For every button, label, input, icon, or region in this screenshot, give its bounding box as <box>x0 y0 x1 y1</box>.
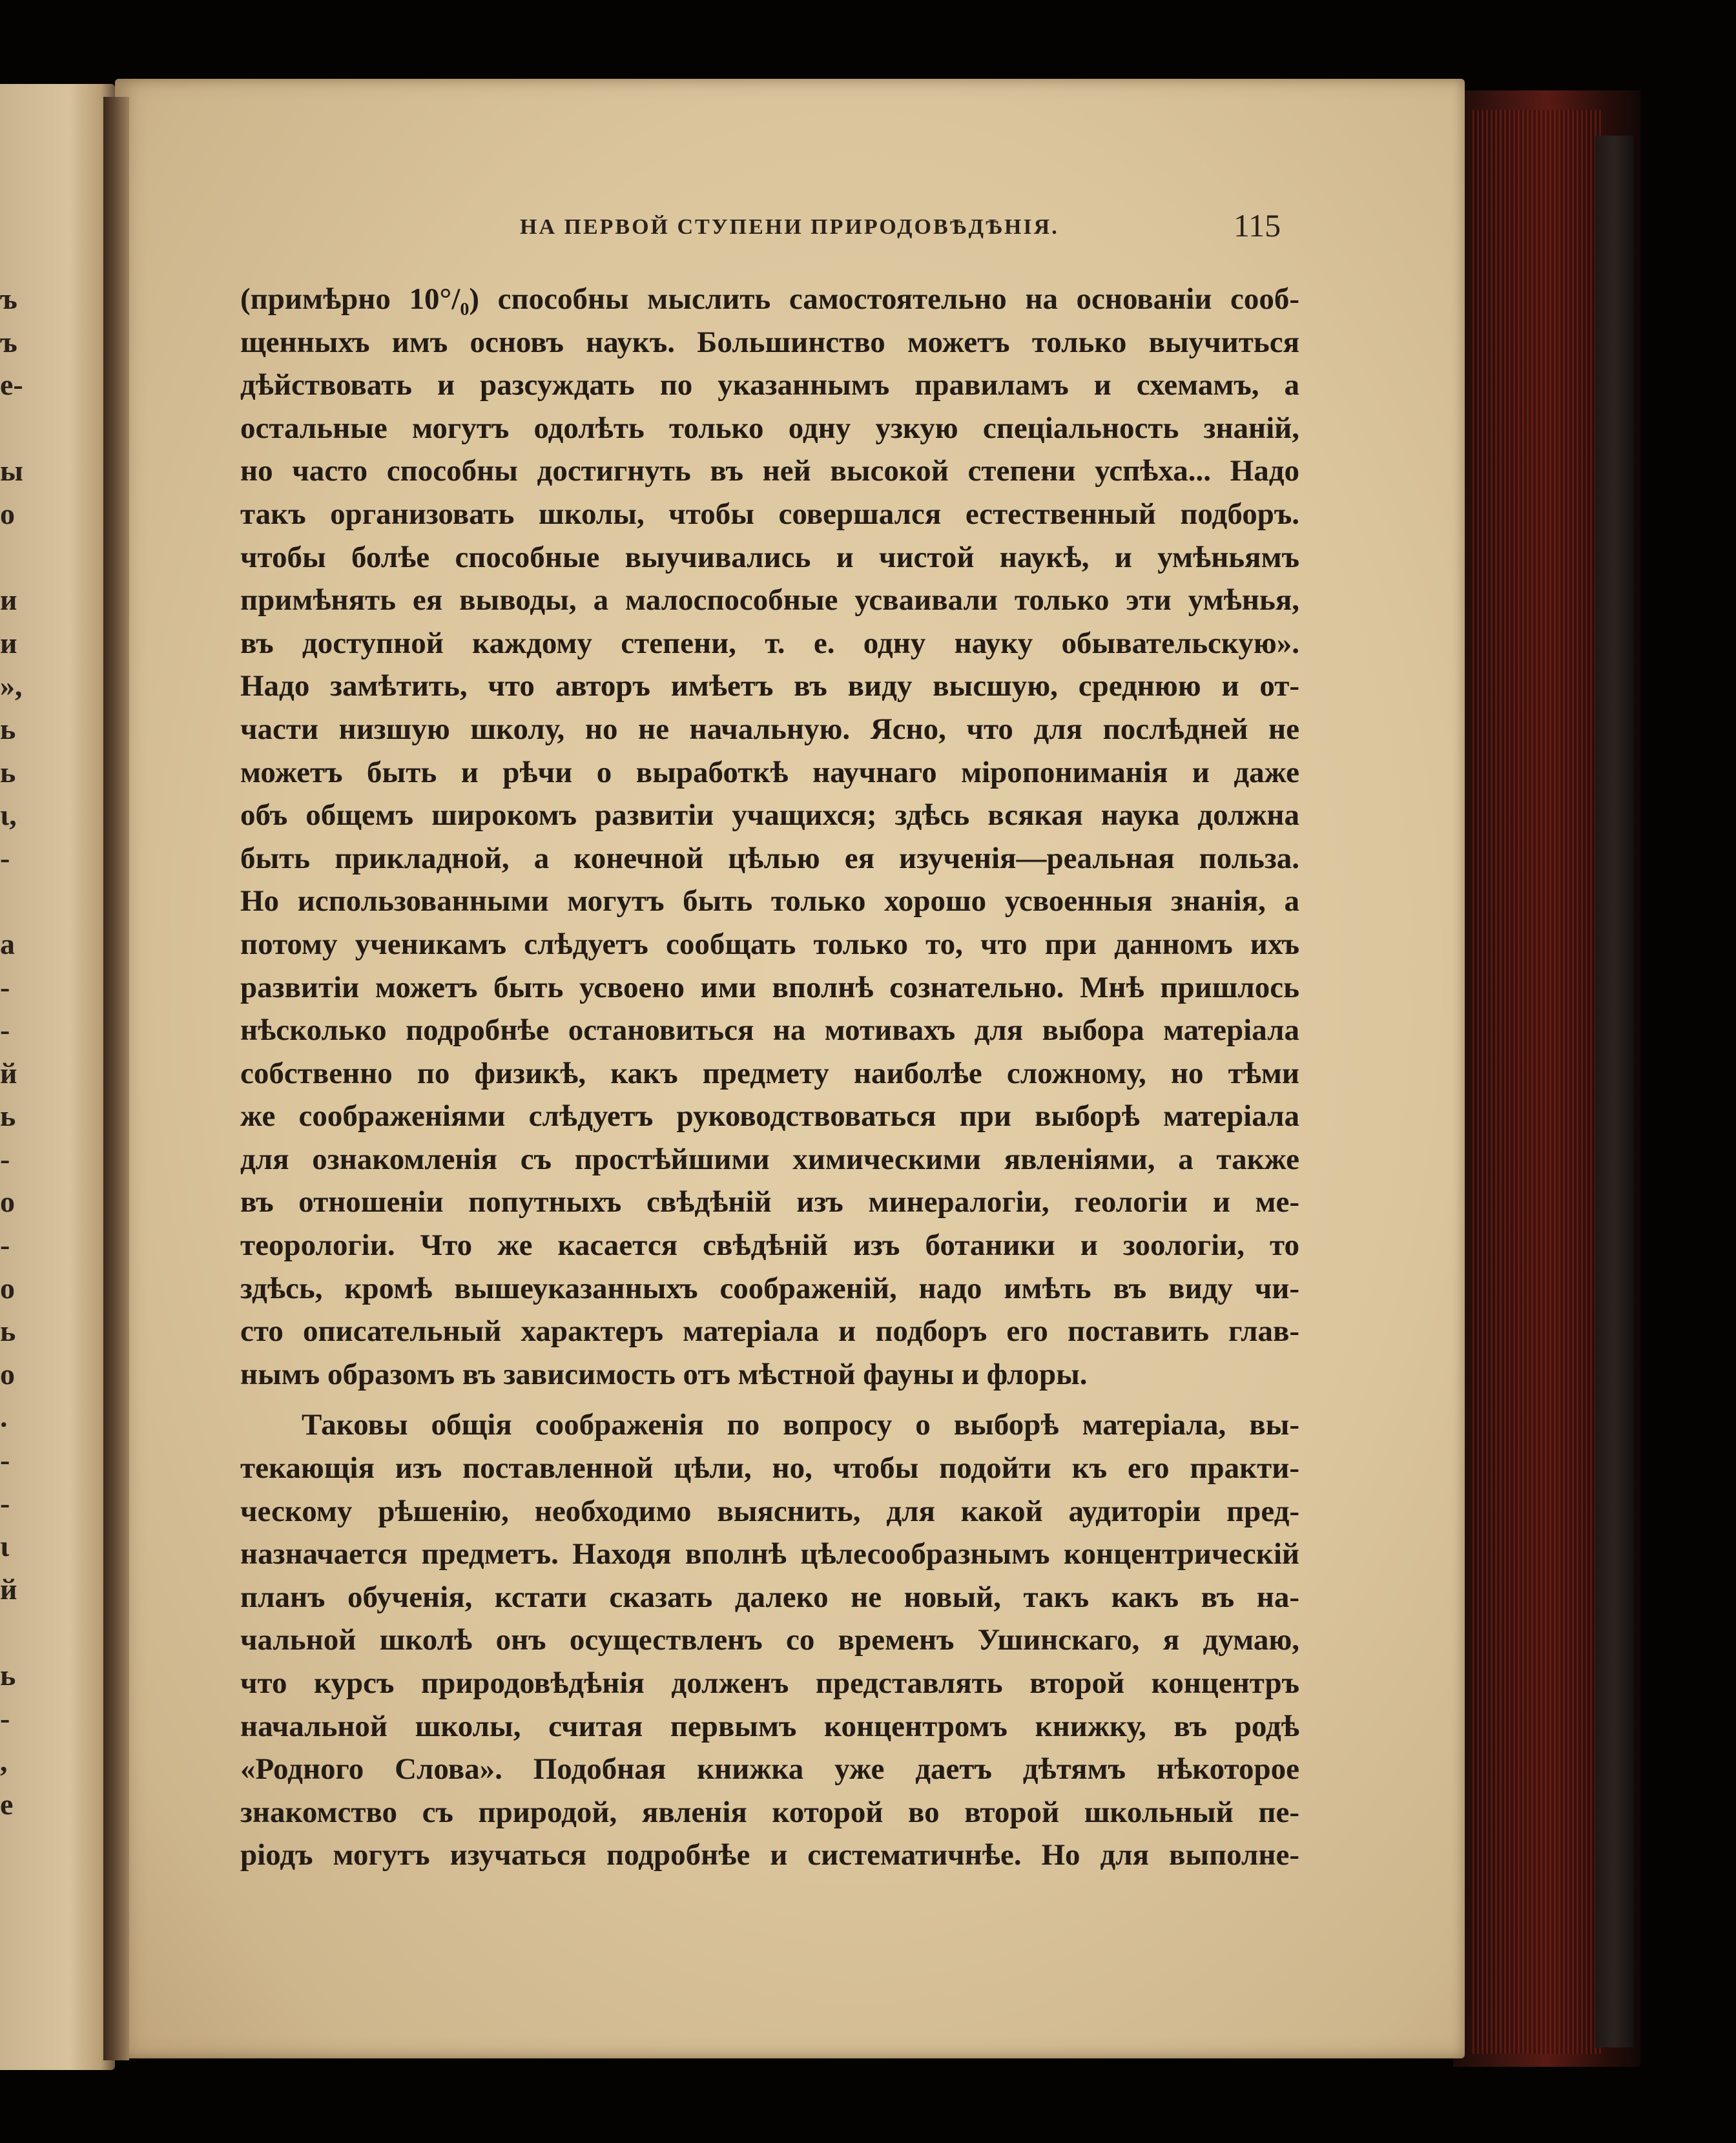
text-line: Надо замѣтить, что авторъ имѣетъ въ виду высшую, среднюю и от- <box>240 669 1299 703</box>
text-line: потому ученикамъ слѣдуетъ сообщать только то, что при данномъ ихъ <box>240 927 1299 961</box>
edge-fragment: ι, <box>0 798 17 832</box>
text-line: но часто способны достигнуть въ ней высокой степени успѣха... Надо <box>240 454 1299 488</box>
text-line: въ доступной каждому степени, т. е. одну науку обывательскую». <box>240 626 1299 660</box>
edge-fragment: ь <box>0 1314 16 1348</box>
edge-fragment <box>0 880 26 923</box>
page-gutter-shadow <box>103 97 129 2060</box>
edge-fragment: е- <box>0 368 23 402</box>
edge-fragment: - <box>0 1486 10 1520</box>
text-line: такъ организовать школы, чтобы совершался естественный подборъ. <box>240 497 1299 531</box>
page-edge-stripes <box>1472 110 1602 2054</box>
text-line: примѣнять ея выводы, а малоспособные усваивали только эти умѣнья, <box>240 583 1299 617</box>
text-line: части низшую школу, но не начальную. Ясно, что для послѣдней не <box>240 712 1299 746</box>
edge-fragment: - <box>0 1444 10 1477</box>
text-line: чтобы болѣе способные выучивались и чистой наукѣ, и умѣньямъ <box>240 540 1299 574</box>
text-line: щенныхъ имъ основъ наукъ. Большинство можетъ только выучиться <box>240 325 1299 359</box>
edge-fragment: - <box>0 970 10 1004</box>
text-line: объ общемъ широкомъ развитіи учащихся; здѣсь всякая наука должна <box>240 798 1299 833</box>
edge-fragment: ь <box>0 712 16 745</box>
edge-fragment <box>0 536 26 579</box>
edge-fragment: , <box>0 1744 8 1778</box>
text-line: здѣсь, кромѣ вышеуказанныхъ соображеній, надо имѣть въ виду чи- <box>240 1271 1299 1305</box>
running-title: НА ПЕРВОЙ СТУПЕНИ ПРИРОДОВѢДѢНІЯ. <box>520 215 1059 239</box>
edge-fragment: и <box>0 626 17 659</box>
edge-fragment: ь <box>0 1099 16 1133</box>
text-line: собственно по физикѣ, какъ предмету наиболѣе сложному, но тѣми <box>240 1056 1299 1090</box>
edge-fragment: - <box>0 841 10 875</box>
edge-fragment: й <box>0 1056 17 1090</box>
text-line: же соображеніями слѣдуетъ руководствоваться при выборѣ матеріала <box>240 1099 1299 1134</box>
text-line: для ознакомленія съ простѣйшими химическими явленіями, а также <box>240 1142 1299 1176</box>
text-line: текающія изъ поставленной цѣли, но, чтобы подойти къ его практи- <box>240 1451 1299 1486</box>
edge-fragment: ь <box>0 755 16 789</box>
text-line: остальные могутъ одолѣть только одну узкую спеціальность знаній, <box>240 411 1299 445</box>
edge-fragment: а <box>0 927 15 960</box>
text-line: ріодъ могутъ изучаться подробнѣе и систематичнѣе. Но для выполне- <box>240 1838 1299 1872</box>
edge-fragment: о <box>0 1271 15 1305</box>
edge-fragment: о <box>0 1357 15 1391</box>
text-line: ческому рѣшенію, необходимо выяснить, для какой аудиторіи пред- <box>240 1494 1299 1528</box>
text-line: нымъ образомъ въ зависимость отъ мѣстной фауны и флоры. <box>240 1357 1088 1391</box>
text-line: знакомство съ природой, явленія которой во второй школьный пе- <box>240 1795 1299 1829</box>
edge-fragment: », <box>0 669 23 703</box>
text-line: назначается предметъ. Находя вполнѣ цѣлесообразнымъ концентрическій <box>240 1537 1299 1571</box>
edge-fragment <box>0 407 26 450</box>
text-line: можетъ быть и рѣчи о выработкѣ научнаго міропониманія и даже <box>240 755 1299 789</box>
text-line: «Родного Слова». Подобная книжка уже даетъ дѣтямъ нѣкоторое <box>240 1752 1299 1786</box>
edge-fragment: ъ <box>0 325 17 358</box>
text-line: (примѣрно 10°/₀) способны мыслить самостоятельно на основаніи сооб- <box>240 282 1299 316</box>
edge-fragment: ъ <box>0 282 17 315</box>
text-line: чальной школѣ онъ осуществленъ со временъ Ушинскаго, я думаю, <box>240 1623 1299 1657</box>
text-line: въ отношеніи попутныхъ свѣдѣній изъ минералогіи, геологіи и ме- <box>240 1185 1299 1219</box>
text-line: что курсъ природовѣдѣнія долженъ представлять второй концентръ <box>240 1666 1299 1700</box>
text-line: Но использованными могутъ быть только хорошо усвоенныя знанія, а <box>240 884 1299 918</box>
page-number: 115 <box>1234 207 1281 243</box>
text-line: начальной школы, считая первымъ концентромъ книжку, въ родѣ <box>240 1709 1299 1743</box>
text-line: нѣсколько подробнѣе остановиться на мотивахъ для выбора матеріала <box>240 1013 1299 1048</box>
edge-fragment: ь <box>0 1659 16 1692</box>
edge-fragment: и <box>0 583 17 617</box>
left-page-edge-text <box>0 278 26 1826</box>
text-line: дѣйствовать и разсуждать по указаннымъ правиламъ и схемамъ, а <box>240 368 1299 402</box>
body-text <box>240 278 1299 1877</box>
edge-fragment: ы <box>0 454 23 488</box>
edge-fragment: й <box>0 1572 17 1606</box>
edge-fragment: е <box>0 1787 14 1821</box>
edge-fragment: - <box>0 1228 10 1262</box>
book-cover-edge <box>1595 136 1634 2047</box>
text-line: сто описательный характеръ матеріала и подборъ его поставить глав- <box>240 1314 1299 1349</box>
text-line: теорологіи. Что же касается свѣдѣній изъ ботаники и зоологіи, то <box>240 1228 1299 1263</box>
edge-fragment: о <box>0 1185 15 1219</box>
edge-fragment: - <box>0 1142 10 1175</box>
edge-fragment: о <box>0 497 15 530</box>
text-line: развитіи можетъ быть усвоено ими вполнѣ сознательно. Мнѣ пришлось <box>240 970 1299 1004</box>
edge-fragment: . <box>0 1400 8 1434</box>
edge-fragment <box>0 1611 26 1654</box>
text-line: планъ обученія, кстати сказать далеко не новый, такъ какъ въ на- <box>240 1580 1299 1614</box>
edge-fragment: ι <box>0 1529 10 1563</box>
edge-fragment: - <box>0 1701 10 1735</box>
paragraph-first-line: Таковы общія соображенія по вопросу о выборѣ матеріала, вы- <box>302 1408 1299 1442</box>
text-line: быть прикладной, а конечной цѣлью ея изученія—реальная польза. <box>240 841 1299 875</box>
edge-fragment: - <box>0 1013 10 1047</box>
